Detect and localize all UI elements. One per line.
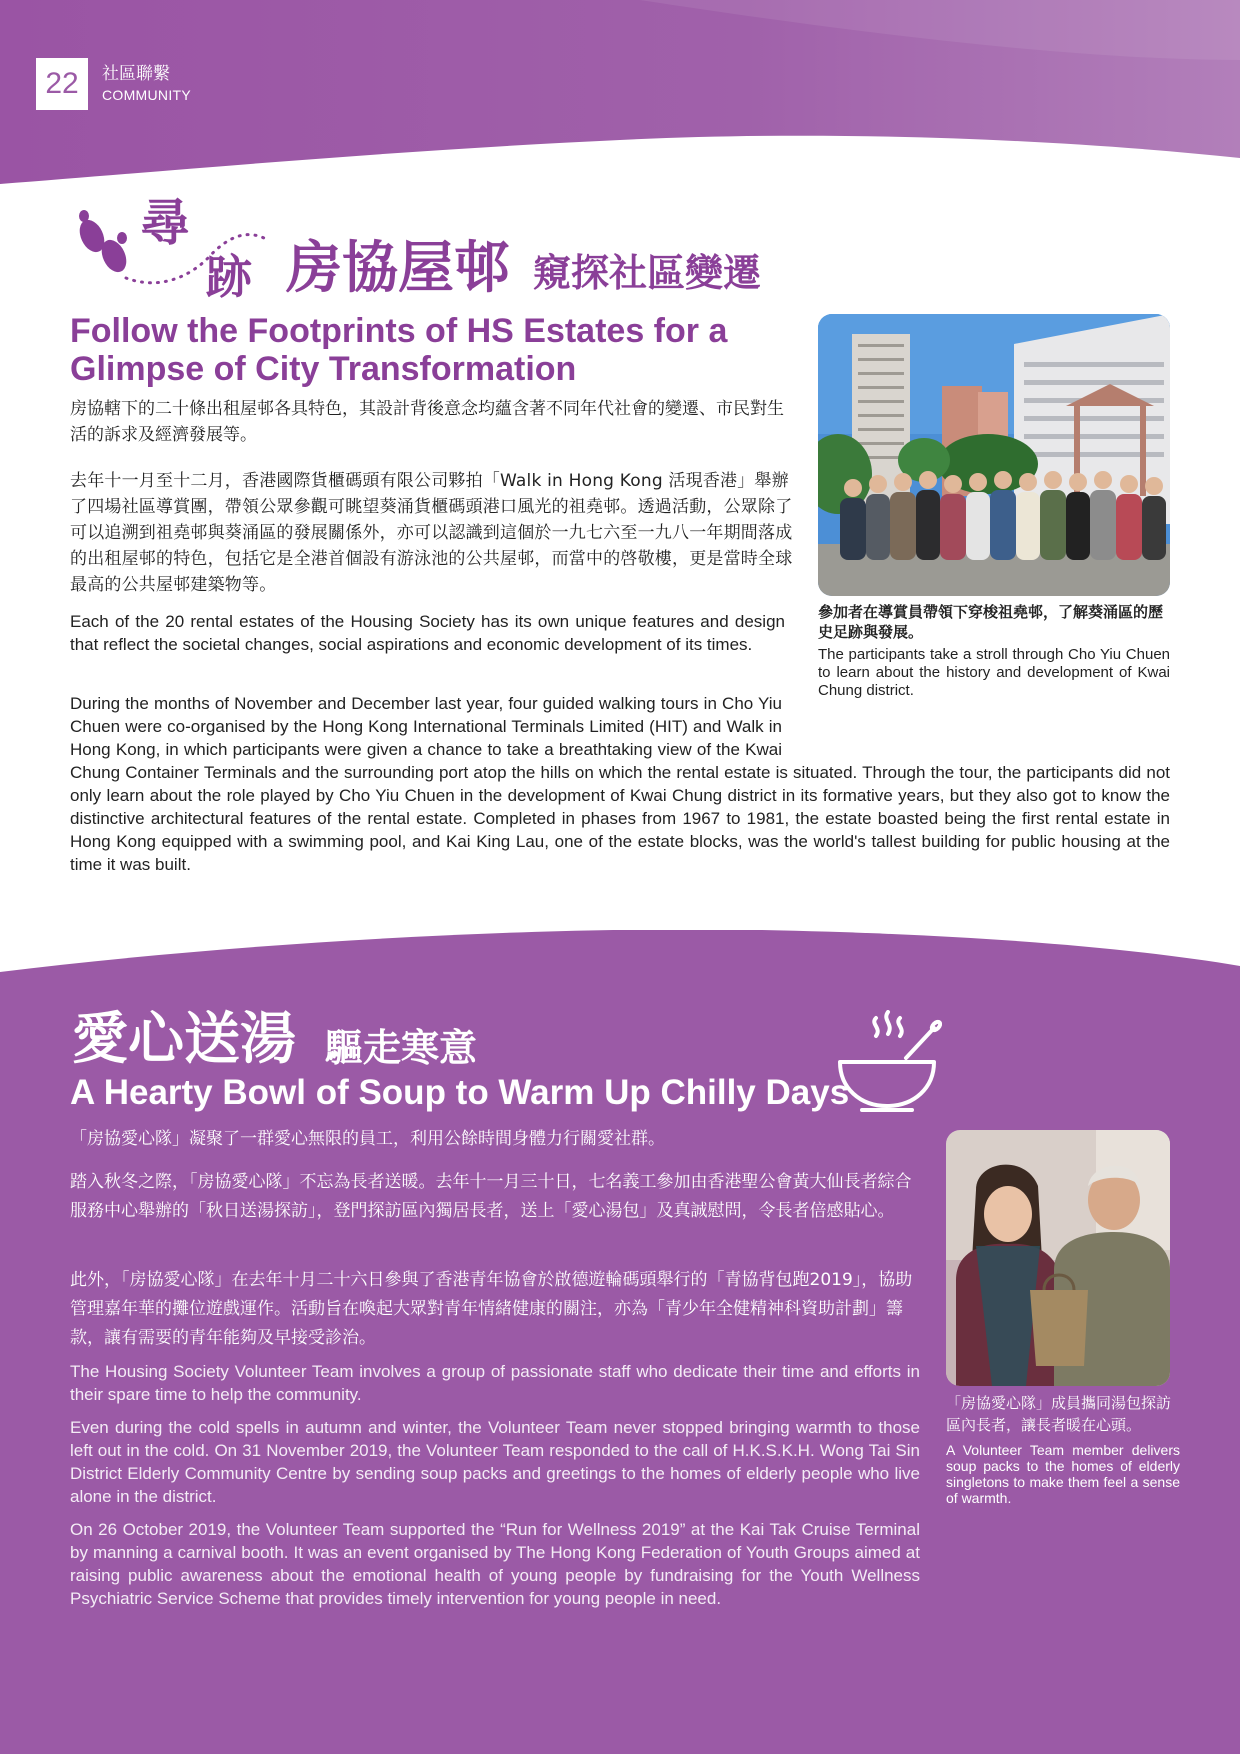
article1-title-en: Follow the Footprints of HS Estates for a Glimpse of City Transformation [70, 312, 728, 388]
article1-para-en-2: During the months of November and December last year, four guided walking tours in Cho Yiu Chuen were co-organised by the Hong Kong International Terminals Limited (HIT) and Walk in Hong Kong, in which participants were given a chance to take a breathtaking view of the Kwai Chung Container Terminals and the surrounding port atop the hills on which the rental estate is situated. Through the tour, the participants did not only learn about the role played by Cho Yiu Chuen in the development of Kwai Chung district in its formative years, but they also got to know the distinctive architectural features of the rental estate. Completed in phases from 1967 to 1981, the estate boasted being the first rental estate in Hong Kong equipped with a swimming pool, and Kai King Lau, one of the estate blocks, was the world's tallest building for public housing at the time it was built. [70, 694, 1170, 874]
photo2-caption-zh: 「房協愛心隊」成員攜同湯包探訪區內長者，讓長者暖在心頭。 [946, 1394, 1172, 1434]
title-char-ji: 跡 [206, 250, 252, 304]
article1-para-zh-2: 去年十一月至十二月，香港國際貨櫃碼頭有限公司夥拍「Walk in Hong Kong 活現香港」舉辦了四場社區導賞團，帶領公眾參觀可眺望葵涌貨櫃碼頭港口風光的祖堯邨。透過活動，公眾除了可以追溯到祖堯邨與葵涌區的發展關係外，亦可以認識到這個於一九七六至一九八一年期間落成的出租屋邨的特色，包括它是全港首個設有游泳池的公共屋邨，而當中的啓敬樓，更是當時全球最高的公共屋邨建築物等。 [70, 471, 793, 595]
article2-para-en-3: On 26 October 2019, the Volunteer Team supported the “Run for Wellness 2019” at the Kai Tak Cruise Terminal by manning a carnival booth. It was an event organised by The Hong Kong Federation of Youth Groups aimed at raising public awareness about the emotional health of young people by fundraising for the Youth Wellness Psychiatric Service Scheme that provides timely intervention for young people in need. [70, 1520, 920, 1608]
article2-subtitle-zh: 驅走寒意 [325, 1026, 478, 1070]
section-label-zh: 社區聯繫 [102, 64, 170, 84]
article2-title-zh: 愛心送湯 [72, 1007, 296, 1072]
article2-para-zh-3: 此外，「房協愛心隊」在去年十月二十六日參與了香港青年協會於啟德遊輪碼頭舉行的「青協背包跑2019」，協助管理嘉年華的攤位遊戲運作。活動旨在喚起大眾對青年情緒健康的關注，亦為「青少年全健精神科資助計劃」籌款，讓有需要的青年能夠及早接受診治。 [70, 1270, 913, 1348]
article1-title-zh: 房協屋邨 [286, 236, 510, 301]
photo1-caption-en: The participants take a stroll through Cho Yiu Chuen to learn about the history and development of Kwai Chung district. [818, 646, 1170, 699]
article2-title-en: A Hearty Bowl of Soup to Warm Up Chilly Days [70, 1073, 850, 1112]
page-number: 22 [36, 58, 88, 110]
section-label-en: COMMUNITY [102, 87, 192, 103]
soup-bowl-icon [832, 1010, 942, 1118]
photo-tour-group [818, 314, 1170, 596]
article1-para-zh-1: 房協轄下的二十條出租屋邨各具特色，其設計背後意念均蘊含著不同年代社會的變遷、市民對生活的訴求及經濟發展等。 [70, 399, 784, 445]
article2-para-en-1: The Housing Society Volunteer Team involves a group of passionate staff who dedicate their time and efforts in their spare time to help the community. [70, 1362, 920, 1404]
photo-volunteer-elderly [946, 1130, 1170, 1386]
article2-para-zh-2: 踏入秋冬之際，「房協愛心隊」不忘為長者送暖。去年十一月三十日，七名義工參加由香港聖公會黃大仙長者綜合服務中心舉辦的「秋日送湯探訪」，登門探訪區內獨居長者，送上「愛心湯包」及真誠慰問，令長者倍感貼心。 [70, 1172, 912, 1221]
title-char-xun: 尋 [140, 194, 190, 252]
photo1-caption-zh: 參加者在導賞員帶領下穿梭祖堯邨，了解葵涌區的歷史足跡與發展。 [818, 603, 1164, 641]
photo2-caption-en: A Volunteer Team member delivers soup packs to the homes of elderly singletons to make them feel a sense of warmth. [946, 1442, 1180, 1506]
article1-para-en-1: Each of the 20 rental estates of the Housing Society has its own unique features and design that reflect the societal changes, social aspirations and economic development of its times. [70, 612, 785, 654]
article2-para-en-2: Even during the cold spells in autumn and winter, the Volunteer Team never stopped bringing warmth to those left out in the cold. On 31 November 2019, the Volunteer Team responded to the call of H.K.S.K.H. Wong Tai Sin District Elderly Community Centre by sending soup packs and greetings to the homes of elderly people who live alone in the district. [70, 1418, 920, 1506]
article2-para-zh-1: 「房協愛心隊」凝聚了一群愛心無限的員工，利用公餘時間身體力行關愛社群。 [70, 1129, 665, 1149]
article1-subtitle-zh: 窺探社區變遷 [533, 251, 762, 295]
